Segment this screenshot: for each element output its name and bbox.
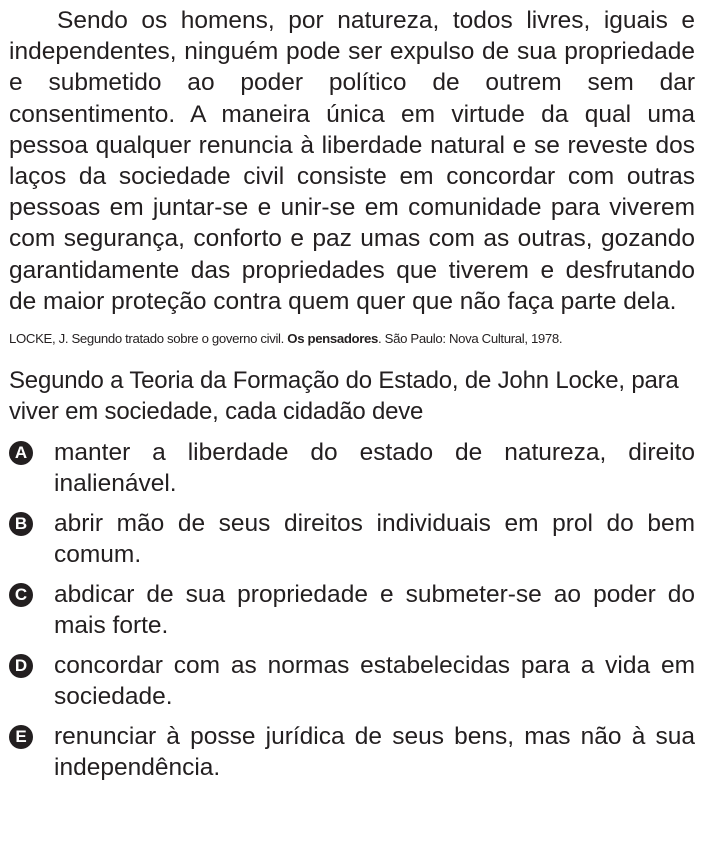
option-letter-badge: E — [9, 725, 33, 749]
passage-text: Sendo os homens, por natureza, todos livres, iguais e independentes, ninguém pode ser expulso de sua propriedade e submetido ao poder político de outrem sem dar consentimento. A maneira única em virtude da qual uma pessoa qualquer renuncia à liberdade natural e se reveste dos laços da sociedade civil consiste em concordar com outras pessoas em juntar-se e unir-se em comunidade para viverem com segurança, conforto e paz umas com as outras, gozando garantidamente das propriedades que tiverem e desfrutando de maior proteção contra quem quer que não faça parte dela. — [9, 7, 695, 315]
option-b[interactable] — [9, 509, 695, 570]
citation-publisher: . São Paulo: Nova Cultural, 1978. — [378, 331, 563, 347]
option-text: manter a liberdade do estado de natureza, direito inalienável. — [54, 439, 695, 497]
option-text: concordar com as normas estabelecidas para a vida em sociedade. — [54, 652, 695, 710]
option-letter-badge: B — [9, 512, 33, 536]
citation-collection: Os pensadores — [287, 331, 379, 347]
option-letter-badge: D — [9, 654, 33, 678]
source-citation — [9, 330, 695, 348]
option-letter-badge: A — [9, 441, 33, 465]
option-letter-badge: C — [9, 583, 33, 607]
option-text: abdicar de sua propriedade e submeter-se ao poder do mais forte. — [54, 581, 695, 639]
option-c[interactable] — [9, 580, 695, 641]
option-a[interactable] — [9, 438, 695, 499]
question-stem: Segundo a Teoria da Formação do Estado, de John Locke, para viver em sociedade, cada cidadão deve — [9, 367, 679, 425]
answer-options — [9, 438, 695, 783]
option-text: renunciar à posse jurídica de seus bens, mas não à sua independência. — [54, 723, 695, 781]
option-e[interactable] — [9, 722, 695, 783]
option-text: abrir mão de seus direitos individuais em prol do bem comum. — [54, 510, 695, 568]
citation-author-title: LOCKE, J. Segundo tratado sobre o governo civil. — [9, 331, 288, 347]
option-d[interactable] — [9, 651, 695, 712]
